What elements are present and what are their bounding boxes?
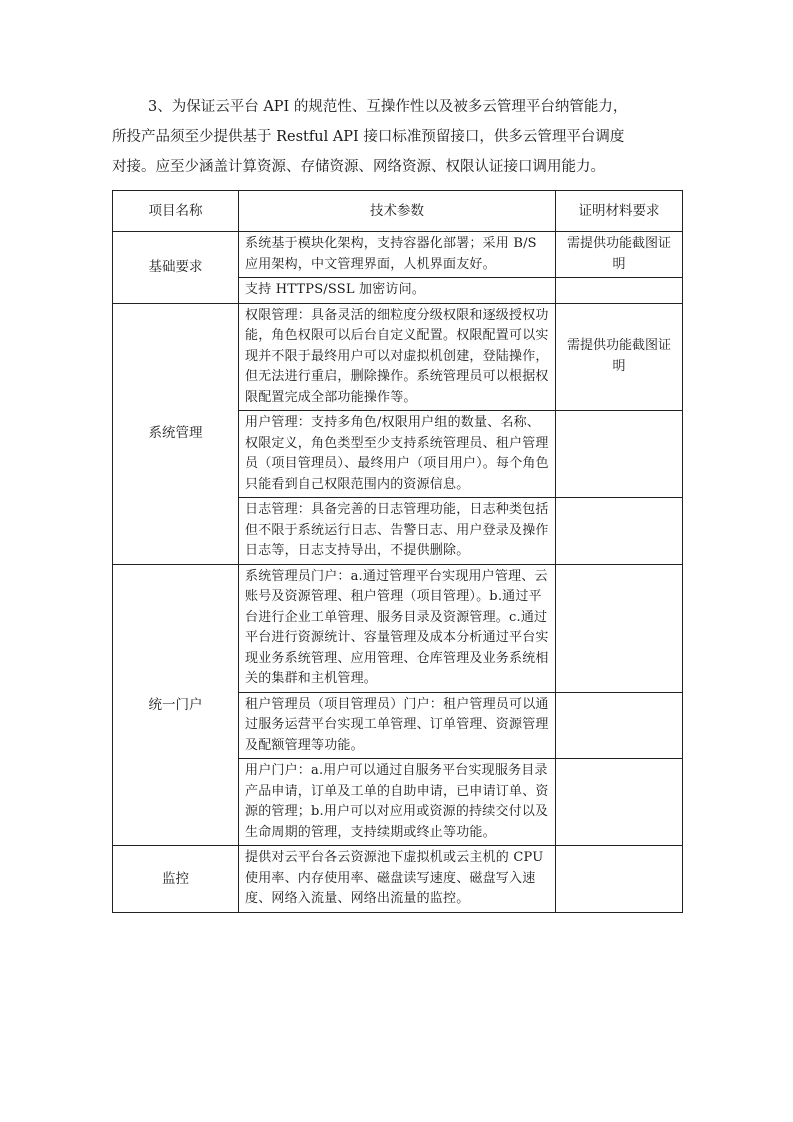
param-cell: 用户管理：支持多角色/权限用户组的数量、名称、权限定义，角色类型至少支持系统管理员、租户管理员（项目管理员）、最终用户（项目用户）。每个角色只能看到自己权限范围内的资源信息。 <box>239 411 556 498</box>
header-proof-requirement: 证明材料要求 <box>556 191 683 232</box>
intro-line-3: 对接。应至少涵盖计算资源、存储资源、网络资源、权限认证接口调用能力。 <box>112 159 605 175</box>
spec-table <box>112 190 683 913</box>
category-system: 系统管理 <box>113 303 239 564</box>
param-cell: 提供对云平台各云资源池下虚拟机或云主机的 CPU 使用率、内存使用率、磁盘读写速度、磁盘写入速度、网络入流量、网络出流量的监控。 <box>239 846 556 913</box>
table-row <box>113 564 683 692</box>
table-row <box>113 846 683 913</box>
param-cell: 用户门户：a.用户可以通过自服务平台实现服务目录产品申请，订单及工单的自助申请，已申请订单、资源的管理；b.用户可以对应用或资源的持续交付以及生命周期的管理，支持续期或终止等功能。 <box>239 759 556 846</box>
table-row <box>113 303 683 411</box>
param-cell: 支持 HTTPS/SSL 加密访问。 <box>239 278 556 304</box>
header-item-name: 项目名称 <box>113 191 239 232</box>
intro-paragraph <box>112 92 684 182</box>
param-cell: 日志管理：具备完善的日志管理功能，日志种类包括但不限于系统运行日志、告警日志、用户登录及操作日志等，日志支持导出，不提供删除。 <box>239 498 556 565</box>
proof-cell <box>556 564 683 692</box>
proof-cell <box>556 411 683 498</box>
category-monitor: 监控 <box>113 846 239 913</box>
proof-cell <box>556 846 683 913</box>
category-portal: 统一门户 <box>113 564 239 846</box>
header-tech-params: 技术参数 <box>239 191 556 232</box>
intro-line-2: 所投产品须至少提供基于 Restful API 接口标准预留接口，供多云管理平台调度 <box>112 129 625 145</box>
table-header-row <box>113 191 683 232</box>
param-cell: 权限管理：具备灵活的细粒度分级权限和逐级授权功能，角色权限可以后台自定义配置。权限配置可以实现并不限于最终用户可以对虚拟机创建，登陆操作，但无法进行重启，删除操作。系统管理员可以根据权限配置完成全部功能操作等。 <box>239 303 556 411</box>
table-row <box>113 232 683 278</box>
param-cell: 租户管理员（项目管理员）门户：租户管理员可以通过服务运营平台实现工单管理、订单管理、资源管理及配额管理等功能。 <box>239 692 556 759</box>
proof-cell: 需提供功能截图证明 <box>556 303 683 411</box>
param-cell: 系统基于模块化架构，支持容器化部署；采用 B/S 应用架构，中文管理界面，人机界面友好。 <box>239 232 556 278</box>
proof-cell <box>556 278 683 304</box>
intro-line-1: 3、为保证云平台 API 的规范性、互操作性以及被多云管理平台纳管能力， <box>148 99 628 115</box>
proof-cell <box>556 498 683 565</box>
category-basic: 基础要求 <box>113 232 239 304</box>
param-cell: 系统管理员门户：a.通过管理平台实现用户管理、云账号及资源管理、租户管理（项目管理）。b.通过平台进行企业工单管理、服务目录及资源管理。c.通过平台进行资源统计、容量管理及成本分析通过平台实现业务系统管理、应用管理、仓库管理及业务系统相关的集群和主机管理。 <box>239 564 556 692</box>
proof-cell: 需提供功能截图证明 <box>556 232 683 278</box>
proof-cell <box>556 692 683 759</box>
proof-cell <box>556 759 683 846</box>
